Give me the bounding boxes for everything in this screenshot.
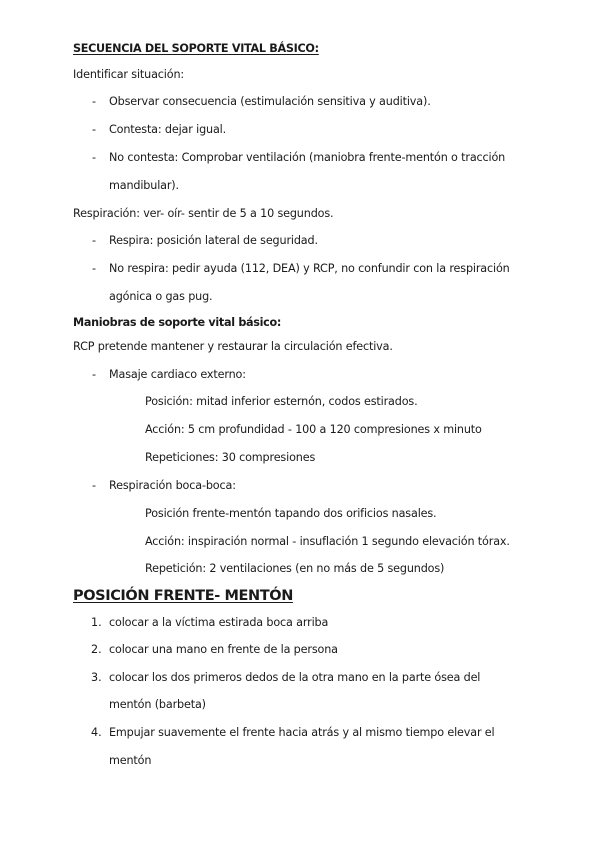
massage-detail: Posición: mitad inferior esternón, codos estirados. [145,395,418,408]
bullet-dash: - [92,368,97,381]
step-number: 3. [91,671,102,684]
step-text-continuation: mentón [109,754,152,767]
list-item: Contesta: dejar igual. [109,123,227,136]
bullet-dash: - [92,95,97,108]
step-number: 4. [91,726,102,739]
breathing-mouth-label: Respiración boca-boca: [109,479,236,492]
list-item-continuation: agónica o gas pug. [109,290,213,303]
breathing-label: Respiración: ver- oír- sentir de 5 a 10 segundos. [73,207,334,220]
section-title-maniobras: Maniobras de soporte vital básico: [73,316,282,329]
breathing-detail: Repetición: 2 ventilaciones (en no más de 5 segundos) [145,562,445,575]
breathing-detail: Posición frente-mentón tapando dos orificios nasales. [145,507,437,520]
list-item: Observar consecuencia (estimulación sensitiva y auditiva). [109,95,431,108]
bullet-dash: - [92,151,97,164]
identify-label: Identificar situación: [73,68,185,81]
massage-label: Masaje cardiaco externo: [109,368,246,381]
list-item: No respira: pedir ayuda (112, DEA) y RCP, no confundir con la respiración [109,262,510,275]
step-text: Empujar suavemente el frente hacia atrás y al mismo tiempo elevar el [109,726,495,739]
rcp-intro: RCP pretende mantener y restaurar la circulación efectiva. [73,340,393,353]
list-item: No contesta: Comprobar ventilación (maniobra frente-mentón o tracción [109,151,506,164]
step-text: colocar los dos primeros dedos de la otra mano en la parte ósea del [109,671,481,684]
bullet-dash: - [92,479,97,492]
step-number: 2. [91,643,102,656]
bullet-dash: - [92,123,97,136]
list-item-continuation: mandibular). [109,179,179,192]
section-title-posicion: POSICIÓN FRENTE- MENTÓN [73,588,293,604]
section-title-secuencia: SECUENCIA DEL SOPORTE VITAL BÁSICO: [73,42,319,55]
bullet-dash: - [92,234,97,247]
step-text-continuation: mentón (barbeta) [109,698,206,711]
step-text: colocar una mano en frente de la persona [109,643,338,656]
step-text: colocar a la víctima estirada boca arriba [109,616,329,629]
list-item: Respira: posición lateral de seguridad. [109,234,318,247]
massage-detail: Acción: 5 cm profundidad - 100 a 120 compresiones x minuto [145,423,482,436]
breathing-detail: Acción: inspiración normal - insuflación 1 segundo elevación tórax. [145,535,510,548]
bullet-dash: - [92,262,97,275]
massage-detail: Repeticiones: 30 compresiones [145,451,316,464]
step-number: 1. [91,616,102,629]
